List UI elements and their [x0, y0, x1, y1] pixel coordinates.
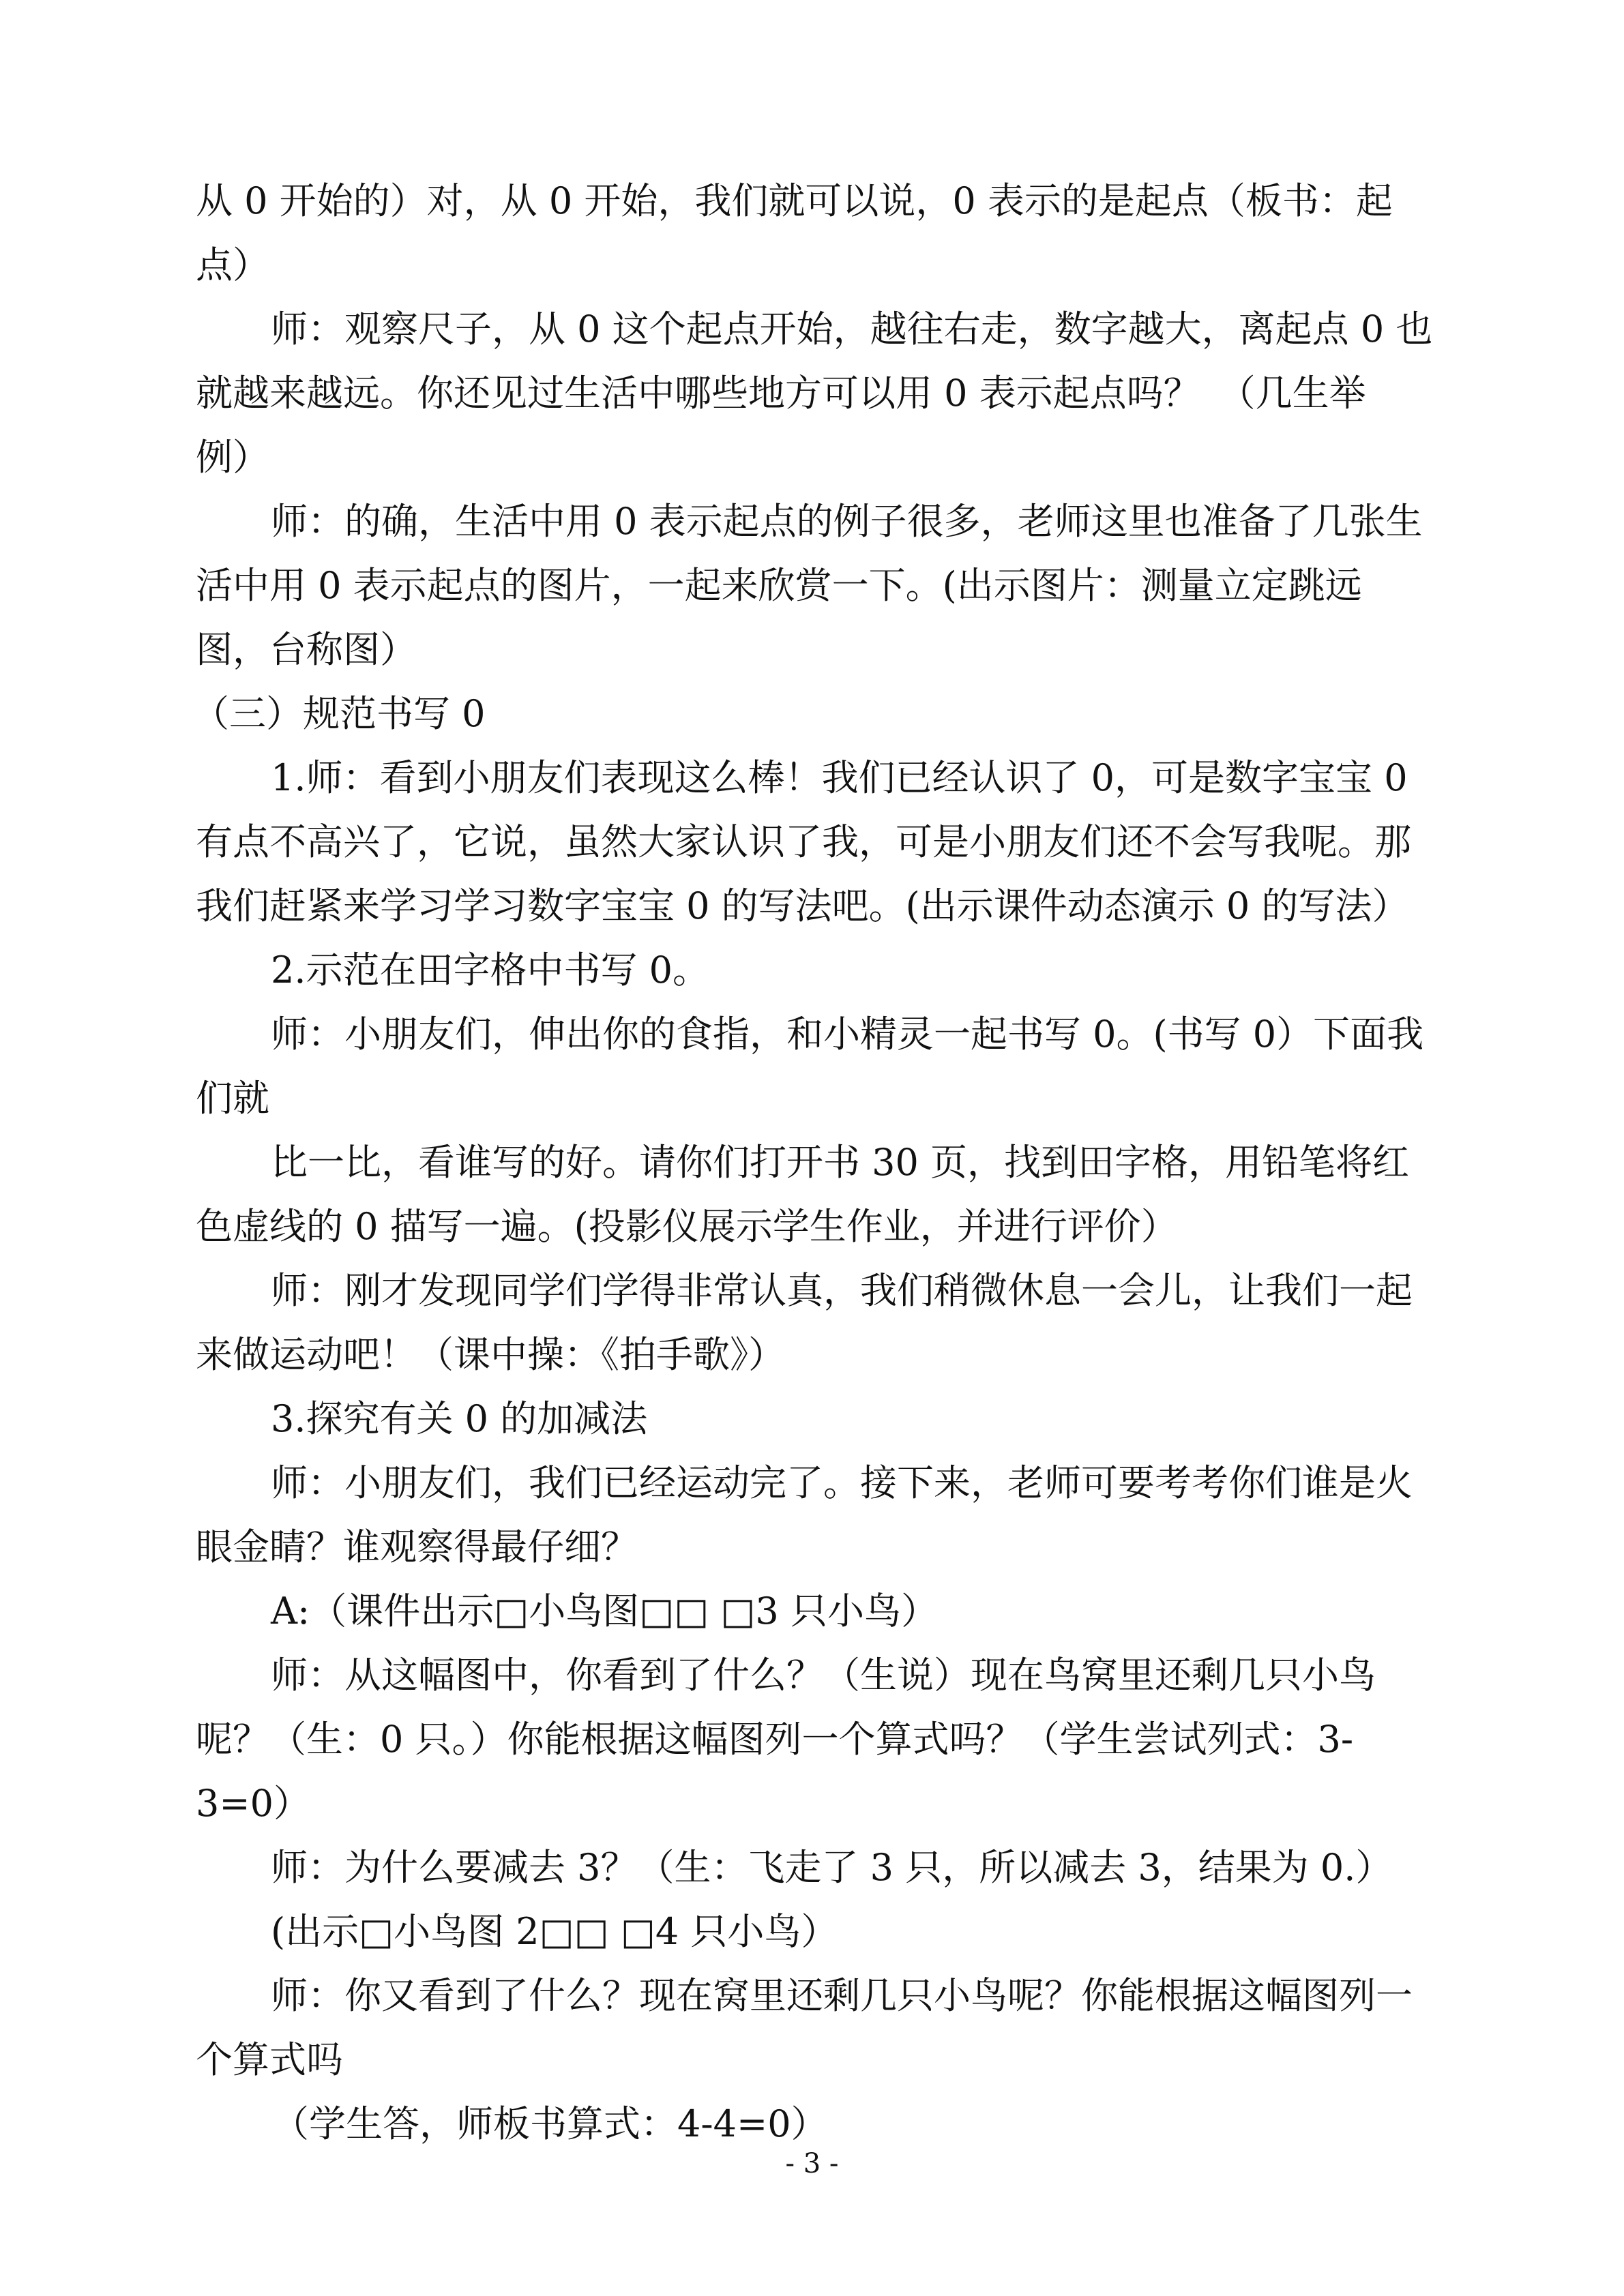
text-line: (出示□小鸟图 2□□ □4 只小鸟）: [271, 1910, 838, 1953]
text-line: 点）: [196, 243, 269, 286]
text-line: A:（课件出示□小鸟图□□ □3 只小鸟）: [271, 1590, 938, 1632]
text-line: 师：从这幅图中，你看到了什么？（生说）现在鸟窝里还剩几只小鸟: [271, 1654, 1376, 1697]
text-line: 2.示范在田字格中书写 0。: [271, 949, 710, 992]
text-line: 图，台称图）: [196, 628, 417, 671]
text-line: 师：你又看到了什么？现在窝里还剩几只小鸟呢？你能根据这幅图列一: [271, 1974, 1413, 2017]
text-line: 色虚线的 0 描写一遍。(投影仪展示学生作业，并进行评价）: [196, 1205, 1178, 1248]
text-line: 我们赶紧来学习学习数字宝宝 0 的写法吧。(出示课件动态演示 0 的写法）: [196, 884, 1409, 927]
text-line: 比一比，看谁写的好。请你们打开书 30 页，找到田字格，用铅笔将红: [271, 1141, 1410, 1184]
text-line: 从 0 开始的）对，从 0 开始，我们就可以说，0 表示的是起点（板书：起: [196, 179, 1393, 222]
text-line: 师：小朋友们，我们已经运动完了。接下来，老师可要考考你们谁是火: [271, 1461, 1413, 1504]
text-line: 们就: [196, 1077, 269, 1120]
text-line: 有点不高兴了，它说，虽然大家认识了我，可是小朋友们还不会写我呢。那: [196, 820, 1411, 863]
page-number: - 3 -: [785, 2148, 839, 2179]
text-line: 师：刚才发现同学们学得非常认真，我们稍微休息一会儿，让我们一起: [271, 1269, 1413, 1312]
text-line: 活中用 0 表示起点的图片，一起来欣赏一下。(出示图片：测量立定跳远: [196, 564, 1362, 607]
text-line: 就越来越远。你还见过生活中哪些地方可以用 0 表示起点吗？ （几生举: [196, 372, 1366, 415]
section-heading: （三）规范书写 0: [192, 692, 486, 735]
text-line: 1.师：看到小朋友们表现这么棒！我们已经认识了 0，可是数字宝宝 0: [271, 756, 1408, 799]
text-line: 眼金睛？谁观察得最仔细？: [196, 1525, 638, 1568]
text-line: 呢？（生：0 只。）你能根据这幅图列一个算式吗？（学生尝试列式：3-: [196, 1718, 1354, 1761]
text-line: 3=0）: [196, 1782, 310, 1825]
text-line: 来做运动吧！（课中操：《拍手歌》）: [196, 1333, 785, 1376]
text-line: 个算式吗: [196, 2038, 343, 2081]
text-line: 师：的确，生活中用 0 表示起点的例子很多，老师这里也准备了几张生: [271, 500, 1423, 543]
text-line: 3.探究有关 0 的加减法: [271, 1397, 648, 1440]
text-line: （学生答，师板书算式：4-4=0）: [272, 2102, 828, 2145]
text-line: 师：为什么要减去 3？（生：飞走了 3 只，所以减去 3，结果为 0.）: [271, 1846, 1393, 1889]
text-line: 师：小朋友们，伸出你的食指，和小精灵一起书写 0。(书写 0）下面我: [271, 1013, 1424, 1056]
text-line: 例）: [196, 436, 269, 479]
text-line: 师：观察尺子，从 0 这个起点开始，越往右走，数字越大，离起点 0 也: [271, 308, 1433, 351]
body-text: [192, 169, 1471, 2156]
